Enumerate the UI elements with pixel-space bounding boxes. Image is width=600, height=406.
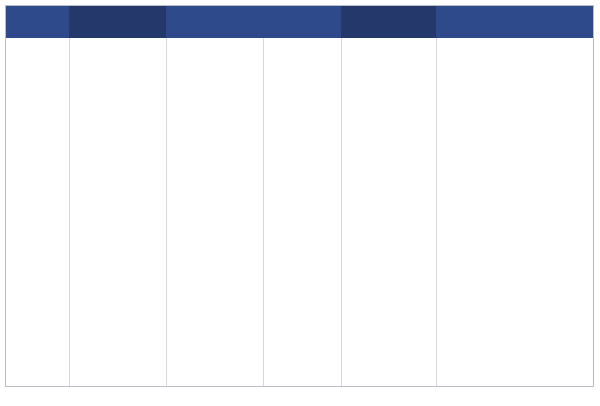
column-divider (436, 38, 437, 386)
header-material-2 (341, 6, 436, 38)
column-divider (69, 38, 70, 386)
column-divider (166, 38, 167, 386)
header-material-1 (69, 6, 166, 38)
header-part-name-1 (166, 6, 263, 38)
column-divider (341, 38, 342, 386)
table-header (6, 6, 593, 38)
parts-table (5, 5, 594, 387)
column-divider (263, 38, 264, 386)
header-photo-1 (6, 6, 69, 38)
header-photo-2 (263, 6, 341, 38)
header-part-name-2 (436, 6, 595, 38)
